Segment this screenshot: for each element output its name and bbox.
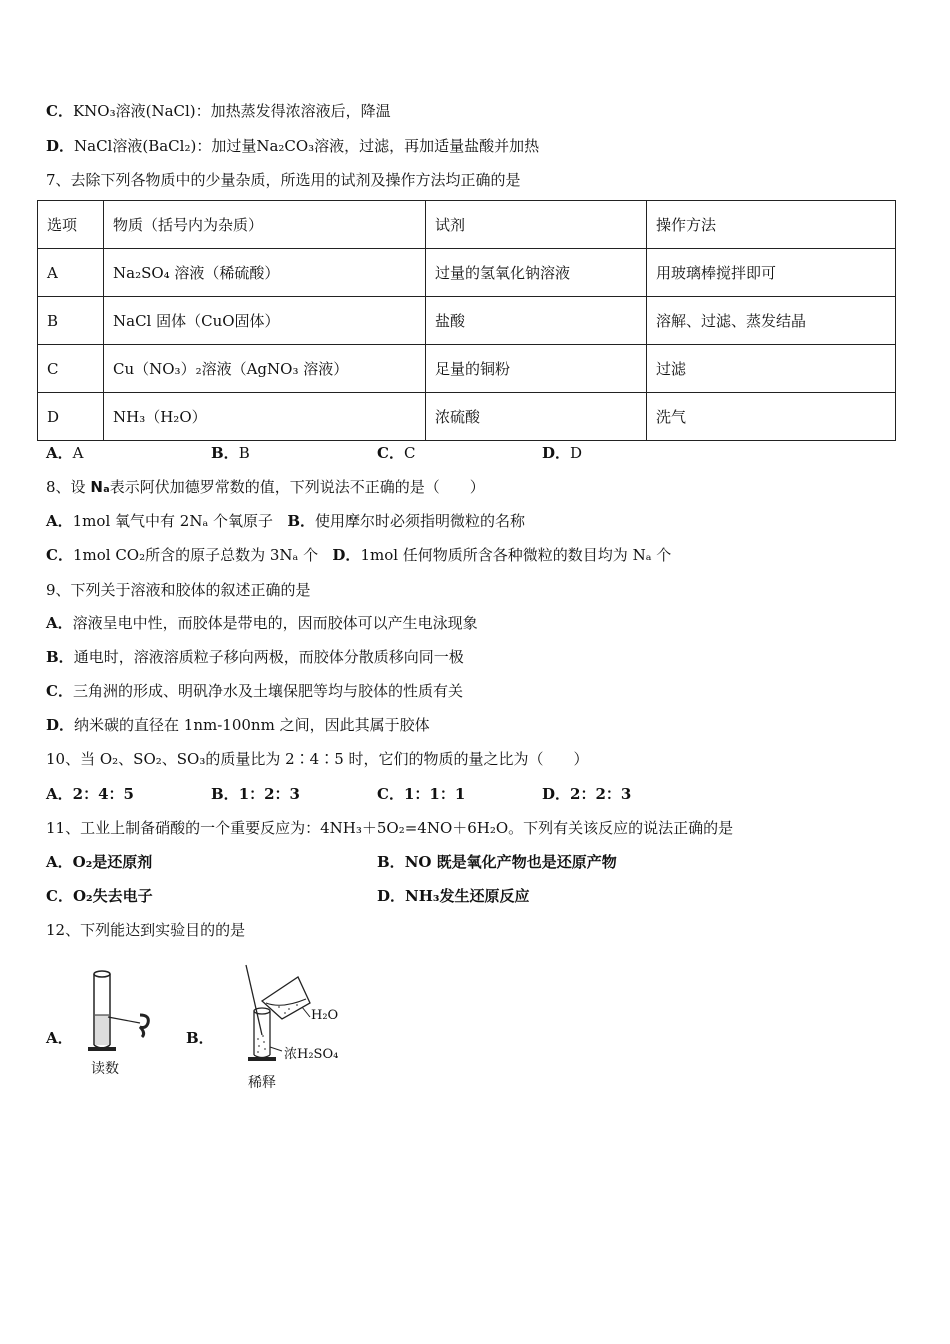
choice-d[interactable]: D．NH₃发生还原反应 xyxy=(377,887,530,905)
q8-options-ab: A．1mol 氧气中有 2Nₐ 个氧原子 B．使用摩尔时必须指明微粒的名称 xyxy=(46,512,526,530)
table-cell: NaCl 固体（CuO固体） xyxy=(104,297,426,345)
table-cell: 足量的铜粉 xyxy=(426,345,647,393)
q11-stem: 11、工业上制备硝酸的一个重要反应为：4NH₃＋5O₂=4NO＋6H₂O。下列有关该反应的说法正确的是 xyxy=(46,819,734,837)
option-text[interactable]: 1mol CO₂所含的原子总数为 3Nₐ 个 xyxy=(72,546,319,564)
prev-option-d xyxy=(46,136,539,156)
table-cell: 溶解、过滤、蒸发结晶 xyxy=(647,297,896,345)
table-cell: C xyxy=(38,345,104,393)
table-row xyxy=(38,249,896,297)
table-cell: Cu（NO₃）₂溶液（AgNO₃ 溶液） xyxy=(104,345,426,393)
option-text[interactable]: 使用摩尔时必须指明微粒的名称 xyxy=(315,512,526,530)
q9-option-b[interactable]: B．通电时，溶液溶质粒子移向两极，而胶体分散质移向同一极 xyxy=(46,648,464,666)
choice-c[interactable]: C．O₂失去电子 xyxy=(46,887,153,905)
choice-a[interactable]: A．O₂是还原剂 xyxy=(46,853,153,871)
q9-option-a[interactable]: A．溶液呈电中性，而胶体是带电的，因而胶体可以产生电泳现象 xyxy=(46,614,478,632)
water-label: H₂O xyxy=(311,1008,339,1023)
option-text[interactable]: 1mol 氧气中有 2Nₐ 个氧原子 xyxy=(72,512,273,530)
table-cell: 盐酸 xyxy=(426,297,647,345)
prev-option-c xyxy=(46,101,391,121)
choice-b[interactable]: B．B xyxy=(211,444,250,462)
q10-stem: 10、当 O₂、SO₂、SO₃的质量比为 2∶4∶5 时，它们的物质的量之比为（ ） xyxy=(46,750,589,768)
dilution-figure xyxy=(236,963,346,1083)
q12-stem: 12、下列能达到实验目的的是 xyxy=(46,921,246,939)
choice-c[interactable]: C．C xyxy=(377,444,416,462)
table-row xyxy=(38,345,896,393)
q9-stem: 9、下列关于溶液和胶体的叙述正确的是 xyxy=(46,581,311,599)
choice-b[interactable]: B．1：2：3 xyxy=(211,785,300,803)
table-row xyxy=(38,393,896,441)
option-letter: D． xyxy=(46,137,75,155)
choice-b[interactable]: B．NO 既是氧化产物也是还原产物 xyxy=(377,853,617,871)
q9-option-c[interactable]: C．三角洲的形成、明矾净水及土壤保肥等均与胶体的性质有关 xyxy=(46,682,463,700)
choice-c[interactable]: C．1：1：1 xyxy=(377,785,466,803)
header-cell: 物质（括号内为杂质） xyxy=(104,201,426,249)
q8-options-cd: C．1mol CO₂所含的原子总数为 3Nₐ 个 D．1mol 任何物质所含各种微粒的数目均为 Nₐ 个 xyxy=(46,546,672,564)
table-cell: 洗气 xyxy=(647,393,896,441)
header-cell: 操作方法 xyxy=(647,201,896,249)
table-cell: B xyxy=(38,297,104,345)
table-cell: NH₃（H₂O） xyxy=(104,393,426,441)
q8-stem: 8、设 Nₐ表示阿伏加德罗常数的值，下列说法不正确的是（ ） xyxy=(46,478,485,496)
header-cell: 选项 xyxy=(38,201,104,249)
table-cell: 过滤 xyxy=(647,345,896,393)
figure-a-caption: 读数 xyxy=(91,1061,119,1077)
option-letter: C． xyxy=(46,102,73,120)
table-cell: A xyxy=(38,249,104,297)
choice-d[interactable]: D．D xyxy=(542,444,583,462)
acid-label: 浓H₂SO₄ xyxy=(284,1047,339,1062)
table-cell: 浓硫酸 xyxy=(426,393,647,441)
q7-stem: 7、去除下列各物质中的少量杂质，所选用的试剂及操作方法均正确的是 xyxy=(46,171,521,189)
q12-option-a-letter[interactable]: A． xyxy=(46,1029,73,1047)
q9-option-d[interactable]: D．纳米碳的直径在 1nm-100nm 之间，因此其属于胶体 xyxy=(46,716,430,734)
table-cell: 过量的氢氧化钠溶液 xyxy=(426,249,647,297)
avogadro-symbol: Nₐ xyxy=(90,478,110,496)
figure-b-caption: 稀释 xyxy=(248,1075,276,1091)
option-text: NaCl溶液(BaCl₂)：加过量Na₂CO₃溶液，过滤，再加适量盐酸并加热 xyxy=(74,137,540,155)
choice-d[interactable]: D．2：2：3 xyxy=(542,785,632,803)
table-cell: Na₂SO₄ 溶液（稀硫酸） xyxy=(104,249,426,297)
table-cell: 用玻璃棒搅拌即可 xyxy=(647,249,896,297)
table-header-row xyxy=(38,201,896,249)
table-row xyxy=(38,297,896,345)
table-cell: D xyxy=(38,393,104,441)
q7-table xyxy=(37,200,896,441)
choice-a[interactable]: A．2：4：5 xyxy=(46,785,134,803)
choice-a[interactable]: A．A xyxy=(46,444,84,462)
option-text: KNO₃溶液(NaCl)：加热蒸发得浓溶液后，降温 xyxy=(72,102,391,120)
q12-option-b-letter[interactable]: B． xyxy=(186,1029,214,1047)
option-text[interactable]: 1mol 任何物质所含各种微粒的数目均为 Nₐ 个 xyxy=(360,546,672,564)
header-cell: 试剂 xyxy=(426,201,647,249)
